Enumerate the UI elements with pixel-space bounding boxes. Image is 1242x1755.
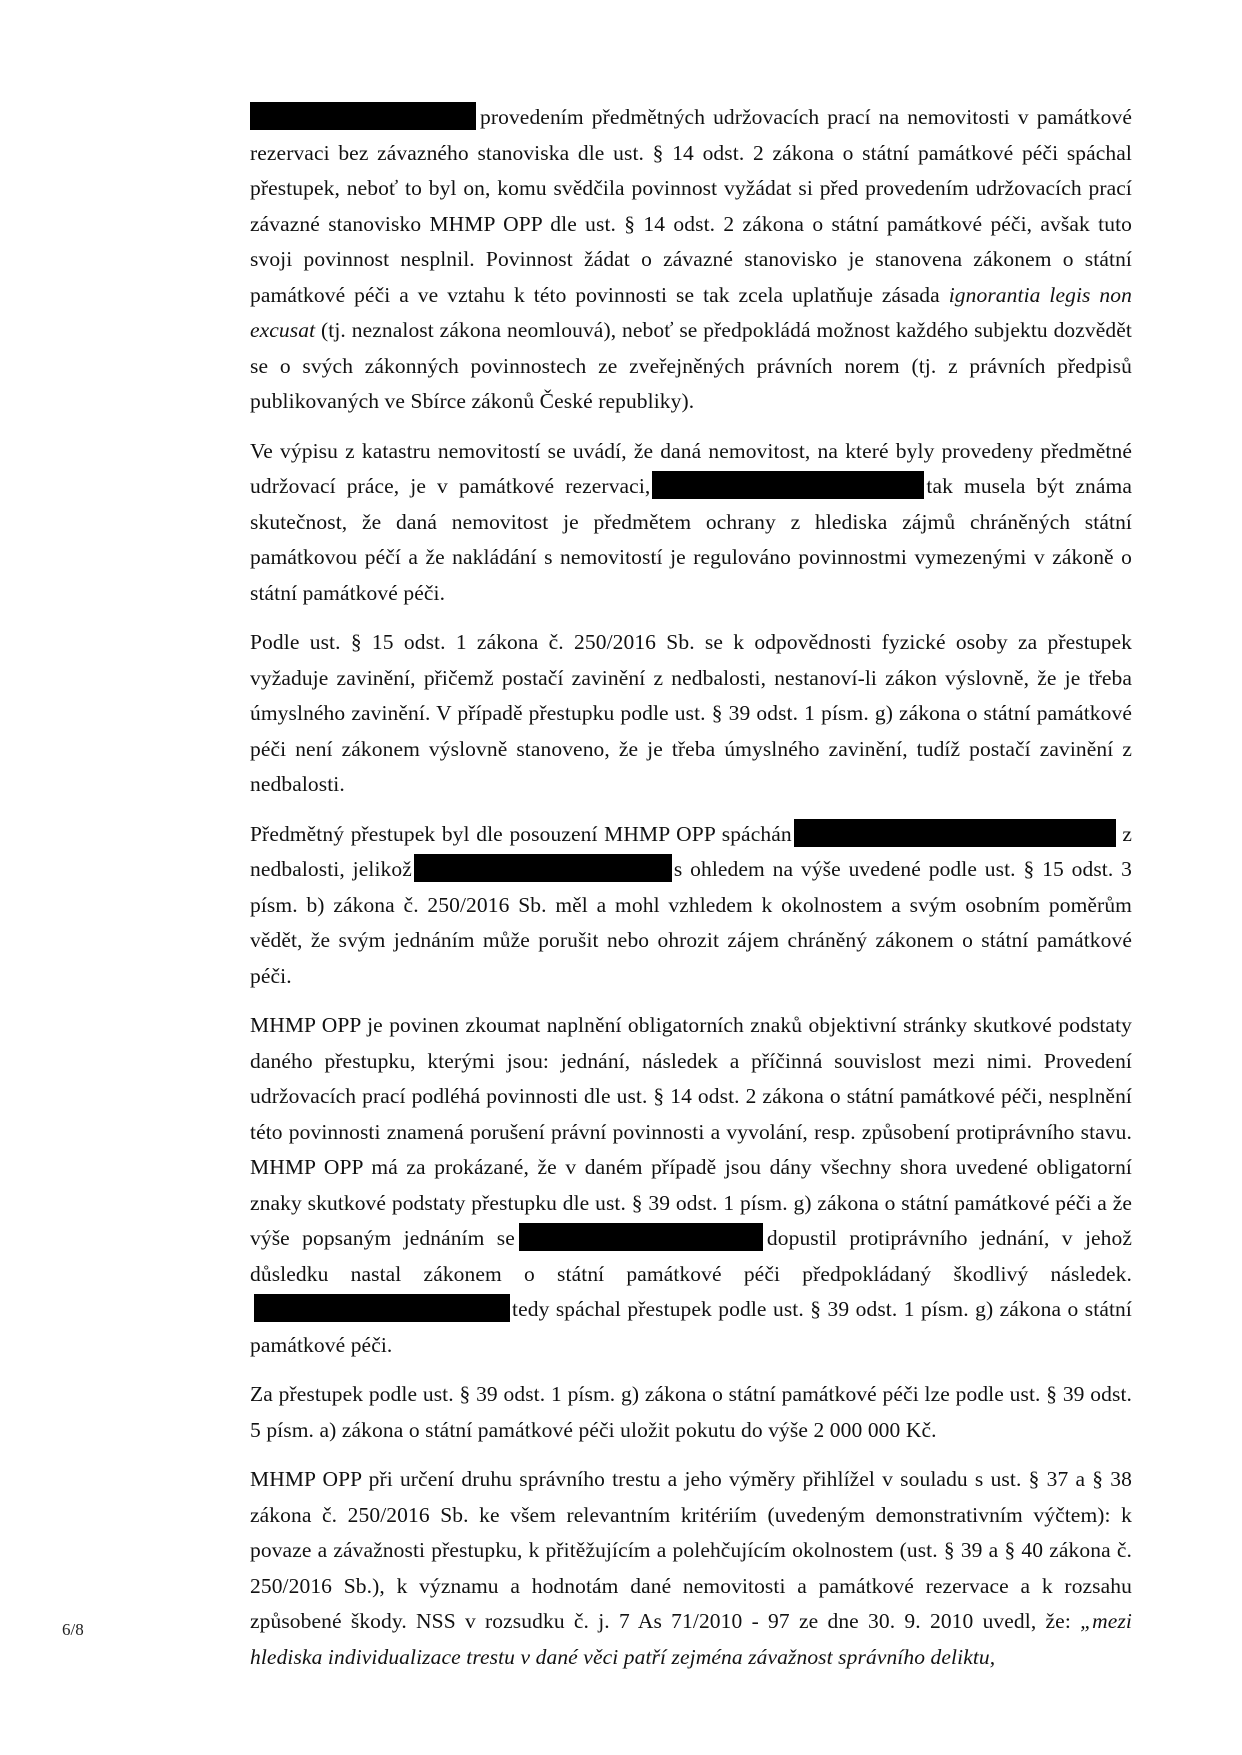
paragraph-5 — [250, 1008, 1132, 1363]
redaction-block — [794, 819, 1116, 847]
document-body — [250, 100, 1132, 1689]
paragraph-6 — [250, 1377, 1132, 1448]
paragraph-7-text: MHMP OPP při určení druhu správního trestu a jeho výměry přihlížel v souladu s ust. § 37 a § 38 zákona č. 250/2016 Sb. ke všem relevantním kritériím (uvedeným demonstrativním výčtem): k povaze a závažnosti přestupku, k přitěžujícím a polehčujícím okolnostem (ust. § 39 a § 40 zákona č. 250/2016 Sb.), k významu a hodnotám dané nemovitosti a památkové rezervace a k rozsahu způsobené škody. NSS v rozsudku č. j. 7 As 71/2010 - 97 ze dne 30. 9. 2010 uvedl, že: — [250, 1467, 1132, 1633]
page-number: 6/8 — [62, 1620, 84, 1639]
paragraph-5-text-middle: dopustil protiprávního jednání, v jehož důsledku nastal zákonem o státní památkové péči předpokládaný škodlivý následek. — [250, 1226, 1133, 1286]
redaction-block — [254, 1294, 510, 1322]
paragraph-2-text-end: tak musela být známa skutečnost, že daná nemovitost je předmětem ochrany z hlediska zájmů chráněných státní památkovou péčí a že nakládání s nemovitostí je regulováno povinnostmi vymezenými v zákoně o státní památkové péči. — [250, 474, 1132, 605]
latin-phrase: ignorantia legis non excusat — [250, 282, 1132, 342]
paragraph-1 — [250, 100, 1132, 420]
paragraph-2 — [250, 434, 1132, 612]
paragraph-4 — [250, 817, 1132, 995]
paragraph-1-text-end: (tj. neznalost zákona neomlouvá), neboť se předpokládá možnost každého subjektu dozvědět se o svých zákonných povinnostech ze zveřejněných právních norem (tj. z právních předpisů publikovaných ve Sbírce zákonů České republiky). — [250, 318, 1132, 413]
paragraph-4-text-middle: z nedbalosti, jelikož — [250, 821, 1132, 881]
paragraph-4-text: Předmětný přestupek byl dle posouzení MHMP OPP spáchán — [250, 821, 792, 846]
redaction-block — [250, 102, 476, 130]
redaction-block — [414, 854, 672, 882]
paragraph-7 — [250, 1462, 1132, 1675]
court-quote: „mezi hlediska individualizace trestu v dané věci patří zejména závažnost správního deliktu, — [250, 1609, 1132, 1669]
paragraph-2-text: Ve výpisu z katastru nemovitostí se uvádí, že daná nemovitost, na které byly provedeny předmětné udržovací práce, je v památkové rezervaci, — [250, 438, 1132, 498]
redaction-block — [652, 471, 924, 499]
redaction-block — [519, 1223, 763, 1251]
paragraph-4-text-end: s ohledem na výše uvedené podle ust. § 15 odst. 3 písm. b) zákona č. 250/2016 Sb. měl a mohl vzhledem k okolnostem a svým osobním poměrům vědět, že svým jednáním může porušit nebo ohrozit zájem chráněný zákonem o státní památkové péči. — [250, 857, 1132, 988]
paragraph-5-text: MHMP OPP je povinen zkoumat naplnění obligatorních znaků objektivní stránky skutkové podstaty daného přestupku, kterými jsou: jednání, následek a příčinná souvislost mezi nimi. Provedení udržovacích prací podléhá povinnosti dle ust. § 14 odst. 2 zákona o státní památkové péči, nesplnění této povinnosti znamená porušení právní povinnosti a vyvolání, resp. způsobení protiprávního stavu. MHMP OPP má za prokázané, že v daném případě jsou dány všechny shora uvedené obligatorní znaky skutkové podstaty přestupku dle ust. § 39 odst. 1 písm. g) zákona o státní památkové péči a že výše popsaným jednáním se — [250, 1013, 1132, 1250]
paragraph-1-text: provedením předmětných udržovacích prací na nemovitosti v památkové rezervaci bez závazného stanoviska dle ust. § 14 odst. 2 zákona o státní památkové péči spáchal přestupek, neboť to byl on, komu svědčila povinnost vyžádat si před provedením udržovacích prací závazné stanovisko MHMP OPP dle ust. § 14 odst. 2 zákona o státní památkové péči, avšak tuto svoji povinnost nesplnil. Povinnost žádat o závazné stanovisko je stanovena zákonem o státní památkové péči a ve vztahu k této povinnosti se tak zcela uplatňuje zásada — [250, 105, 1132, 307]
paragraph-5-text-end: tedy spáchal přestupek podle ust. § 39 odst. 1 písm. g) zákona o státní památkové péči. — [250, 1297, 1132, 1357]
paragraph-6-text: Za přestupek podle ust. § 39 odst. 1 písm. g) zákona o státní památkové péči lze podle ust. § 39 odst. 5 písm. a) zákona o státní památkové péči uložit pokutu do výše 2 000 000 Kč. — [250, 1382, 1132, 1442]
paragraph-3-text: Podle ust. § 15 odst. 1 zákona č. 250/2016 Sb. se k odpovědnosti fyzické osoby za přestupek vyžaduje zavinění, přičemž postačí zavinění z nedbalosti, nestanoví-li zákon výslovně, že je třeba úmyslného zavinění. V případě přestupku podle ust. § 39 odst. 1 písm. g) zákona o státní památkové péči není zákonem výslovně stanoveno, že je třeba úmyslného zavinění, tudíž postačí zavinění z nedbalosti. — [250, 630, 1132, 796]
paragraph-3 — [250, 625, 1132, 803]
